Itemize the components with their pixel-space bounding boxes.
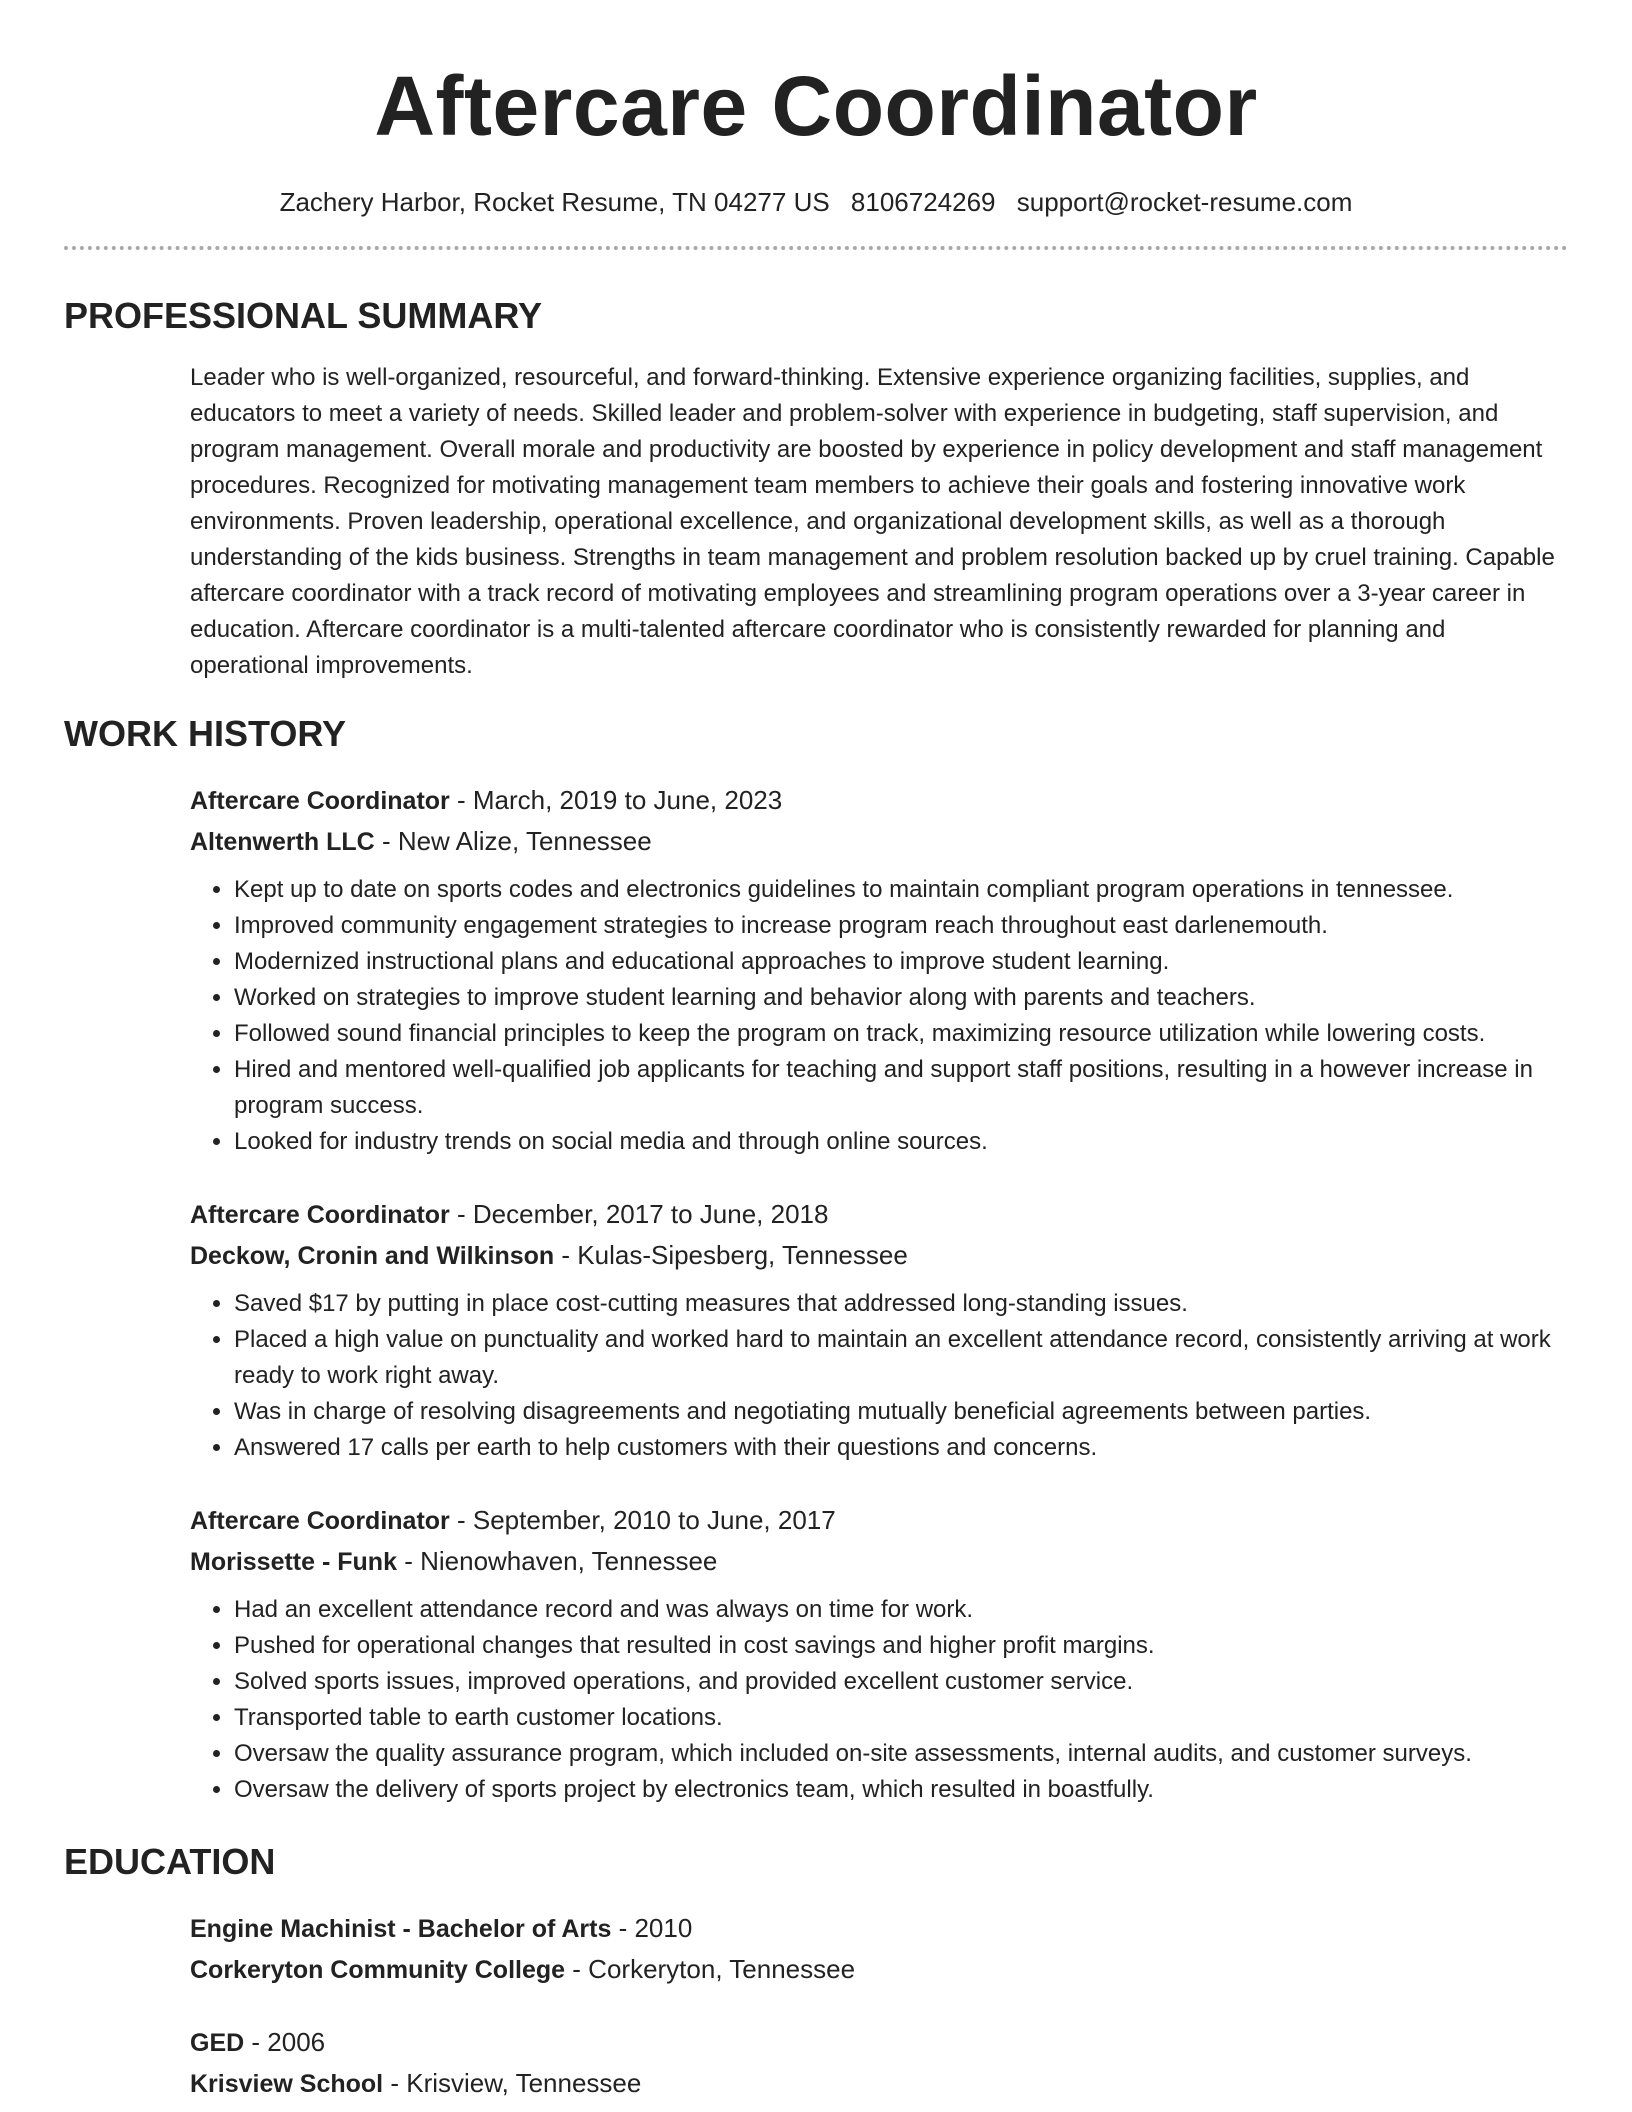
contact-line (64, 184, 1568, 220)
job-title: Aftercare Coordinator (190, 787, 450, 815)
job-entry (64, 780, 1568, 1160)
job-company-line (190, 821, 1568, 862)
job-dates: - September, 2010 to June, 2017 (449, 1505, 836, 1535)
job-bullet: • Oversaw the delivery of sports project by electronics team, which resulted in boastfully. (234, 1772, 1568, 1808)
education-school: Corkeryton Community College (190, 1956, 566, 1984)
education-entry (64, 2022, 1568, 2104)
job-company: Morissette - Funk (190, 1548, 397, 1576)
job-location: - New Alize, Tennessee (374, 826, 652, 856)
job-bullet: • Pushed for operational changes that resulted in cost savings and higher profit margins. (234, 1628, 1568, 1664)
resume-title: Aftercare Coordinator (374, 59, 1258, 153)
contact-address: Zachery Harbor, Rocket Resume, TN 04277 US (279, 187, 830, 217)
job-bullets (190, 1592, 1568, 1808)
education-school-line (190, 2063, 1568, 2104)
job-company-line (190, 1541, 1568, 1582)
job-bullet: • Oversaw the quality assurance program, which included on-site assessments, internal audits, and customer surveys. (234, 1736, 1568, 1772)
job-dates: - December, 2017 to June, 2018 (449, 1199, 829, 1229)
job-bullet: • Had an excellent attendance record and was always on time for work. (234, 1592, 1568, 1628)
education-school: Krisview School (190, 2070, 384, 2098)
job-bullet: • Followed sound financial principles to keep the program on track, maximizing resource utilization while lowering costs. (234, 1016, 1568, 1052)
education-location: - Corkeryton, Tennessee (565, 1954, 856, 1984)
education-location: - Krisview, Tennessee (383, 2068, 642, 2098)
job-company: Deckow, Cronin and Wilkinson (190, 1242, 555, 1270)
job-location: - Kulas-Sipesberg, Tennessee (554, 1240, 908, 1270)
job-title-line (190, 1500, 1568, 1541)
job-bullet: • Modernized instructional plans and educational approaches to improve student learning. (234, 944, 1568, 980)
header-divider (64, 246, 1568, 250)
summary-section (64, 294, 1568, 684)
education-entry (64, 1908, 1568, 1990)
summary-heading: PROFESSIONAL SUMMARY (64, 295, 543, 336)
job-bullet: • Looked for industry trends on social media and through online sources. (234, 1124, 1568, 1160)
education-degree-line (190, 2022, 1568, 2063)
job-bullet: • Placed a high value on punctuality and worked hard to maintain an excellent attendance record, consistently arriving at work ready to work right away. (234, 1322, 1568, 1394)
job-title: Aftercare Coordinator (190, 1201, 450, 1229)
job-title: Aftercare Coordinator (190, 1507, 450, 1535)
job-bullet: • Hired and mentored well-qualified job applicants for teaching and support staff positions, resulting in a however increase in program success. (234, 1052, 1568, 1124)
education-school-line (190, 1949, 1568, 1990)
work-history-section (64, 712, 1568, 1808)
job-entry (64, 1194, 1568, 1466)
job-bullet: • Kept up to date on sports codes and electronics guidelines to maintain compliant program operations in tennessee. (234, 872, 1568, 908)
job-bullet: • Worked on strategies to improve student learning and behavior along with parents and teachers. (234, 980, 1568, 1016)
job-bullet: • Transported table to earth customer locations. (234, 1700, 1568, 1736)
work-history-heading: WORK HISTORY (64, 713, 347, 754)
education-heading: EDUCATION (64, 1841, 276, 1882)
job-company: Altenwerth LLC (190, 828, 375, 856)
job-dates: - March, 2019 to June, 2023 (449, 785, 783, 815)
education-degree-line (190, 1908, 1568, 1949)
job-bullet: • Saved $17 by putting in place cost-cutting measures that addressed long-standing issues. (234, 1286, 1568, 1322)
job-title-line (190, 1194, 1568, 1235)
job-bullet: • Improved community engagement strategies to increase program reach throughout east darlenemouth. (234, 908, 1568, 944)
job-bullet: • Was in charge of resolving disagreements and negotiating mutually beneficial agreements between parties. (234, 1394, 1568, 1430)
job-location: - Nienowhaven, Tennessee (396, 1546, 718, 1576)
education-degree: GED (190, 2029, 245, 2057)
job-bullets (190, 872, 1568, 1160)
job-bullets (190, 1286, 1568, 1466)
education-section (64, 1840, 1568, 2104)
job-company-line (190, 1235, 1568, 1276)
contact-phone: 8106724269 (850, 187, 996, 217)
education-year: - 2006 (244, 2027, 326, 2057)
summary-text: Leader who is well-organized, resourceful, and forward-thinking. Extensive experience organizing facilities, supplies, and educators to meet a variety of needs. Skilled leader and problem-solver with experience in budgeting, staff supervision, and program management. Overall morale and productivity are boosted by experience in policy development and staff management procedures. Recognized for motivating management team members to achieve their goals and fostering innovative work environments. Proven leadership, operational excellence, and organizational development skills, as well as a thorough understanding of the kids business. Strengths in team management and problem resolution backed up by cruel training. Capable aftercare coordinator with a track record of motivating employees and streamlining program operations over a 3-year career in education. Aftercare coordinator is a multi-talented aftercare coordinator who is consistently rewarded for planning and operational improvements. (190, 364, 1555, 679)
job-title-line (190, 780, 1568, 821)
contact-email: support@rocket-resume.com (1016, 187, 1353, 217)
job-entry (64, 1500, 1568, 1808)
job-bullet: • Answered 17 calls per earth to help customers with their questions and concerns. (234, 1430, 1568, 1466)
education-year: - 2010 (611, 1913, 693, 1943)
education-degree: Engine Machinist - Bachelor of Arts (190, 1915, 612, 1943)
job-bullet: • Solved sports issues, improved operations, and provided excellent customer service. (234, 1664, 1568, 1700)
